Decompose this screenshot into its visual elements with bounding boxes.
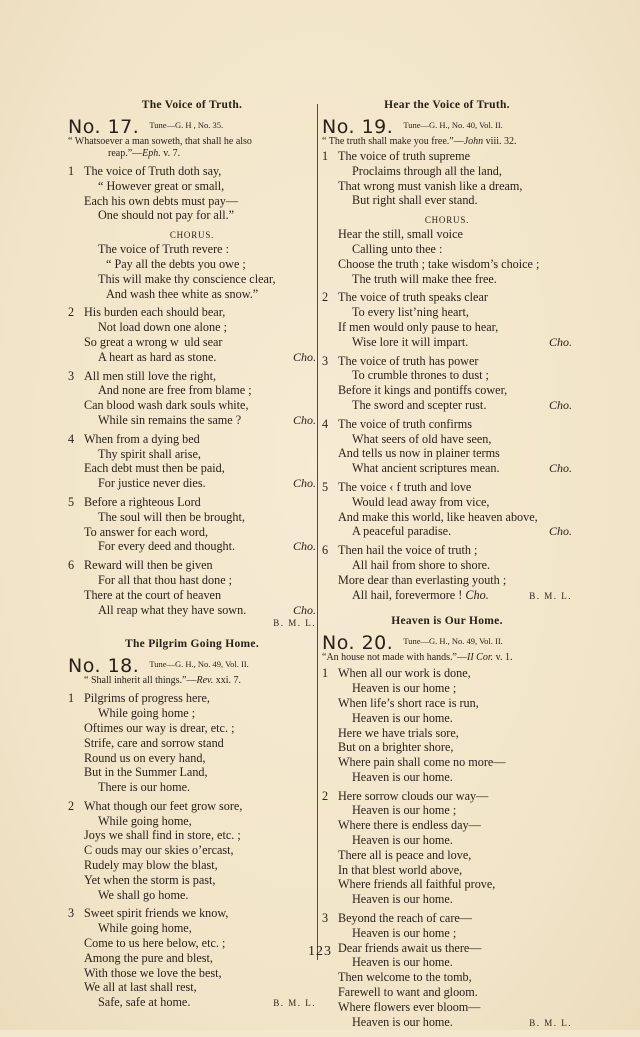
verse-line: Heaven is our home ; [352,681,457,696]
epigraph [322,136,572,148]
verse-line: Joys we shall find in store, etc. ; [84,828,241,843]
epigraph-source: Rev. [196,675,214,687]
verse-line [322,911,572,926]
verse-line: While going home ; [98,706,196,721]
verse-number: 1 [68,164,75,178]
verse-line [68,432,316,447]
hymn-number: No. 20. [322,632,394,655]
column-divider [317,104,318,960]
author-signature: B. M. L. [273,618,316,629]
verse-5 [68,495,316,554]
verse-line: Round us on every hand, [84,750,206,765]
chorus-marker: Cho. [292,412,316,427]
verse-text: All reap what they have sown. [98,602,247,617]
verse-line: While going home, [98,813,192,828]
verse-line: There all is peace and love, [338,847,472,862]
verse-line: Dear friends await us there— [338,940,482,955]
chorus-marker: Cho. [292,602,316,617]
verse-text: When all our work is done, [338,666,471,681]
epigraph [68,675,316,687]
verse-line: While going home, [98,921,192,936]
verse-line [322,290,572,305]
verse-5 [322,480,572,539]
verse-line: Farewell to want and gloom. [338,985,478,1000]
epigraph-source: II Cor. [466,652,494,664]
verse-text: All hail, forevermore ! [352,587,463,602]
verse-line: We all at last shall rest, [84,980,197,995]
verse-line: Can blood wash dark souls white, [84,398,249,413]
chorus-marker: Cho. [292,349,316,364]
verse-line: There at the court of heaven [84,587,222,602]
verse-2 [322,789,572,907]
verse-line: But on a brighter shore, [338,740,454,755]
verse-text: Here sorrow clouds our way— [338,788,489,803]
chorus-label: CHORUS. [169,230,215,241]
verse-line [68,603,316,618]
verse-line [68,164,316,179]
author-signature: B. M. L. [273,998,316,1009]
epigraph-text: “An house not made with hands.”— [322,652,467,664]
epigraph-line [68,148,316,160]
verse-text: His burden each should bear, [84,305,226,320]
chorus-line: And wash thee white as snow.” [106,286,259,301]
epigraph-verse: v. 7. [160,148,181,159]
verse-number: 6 [322,543,329,558]
verse-3 [322,911,572,1029]
verse-text: The voice of truth confirms [338,416,473,431]
verse-4 [68,432,316,491]
verse-line: Proclaims through all the land, [352,163,502,178]
verse-text: Reward will then be given [84,558,213,573]
verse-text: The voice ‹ f truth and love [338,479,472,494]
epigraph [322,652,572,664]
verse-number: 2 [322,788,329,803]
verse-line [68,305,316,320]
verse-line: Here we have trials sore, [338,725,459,740]
verse-line [322,417,572,432]
verse-text: A heart as hard as stone. [98,349,217,364]
verse-line: Heaven is our home ; [352,925,457,940]
epigraph-source: Eph. [142,148,161,159]
right-column [322,98,572,1037]
verse-number: 1 [322,666,329,681]
verse-line: To answer for each word, [84,524,209,539]
verse-line: Rudely may blow the blast, [84,858,218,873]
verse-line: And tells us now in plainer terms [338,446,500,461]
verse-line [322,398,572,413]
verse-line: Heaven is our home ; [352,803,457,818]
verse-line [322,666,572,681]
hymn-20 [322,614,572,1029]
verse-text: Heaven is our home. [352,1014,453,1029]
verse-text: Then hail the voice of truth ; [338,543,478,558]
verse-line [322,461,572,476]
verse-number: 2 [68,305,75,320]
verse-number: 5 [68,494,75,509]
chorus-line: “ Pay all the debts you owe ; [106,256,246,271]
hymn-title: The Voice of Truth. [141,99,243,111]
verse-text: The sword and scepter rust. [352,397,487,412]
verse-line: Each his own debts must pay— [84,193,239,208]
verse-line [322,543,572,558]
verse-line: Then welcome to the tomb, [338,970,472,985]
verse-number: 3 [68,906,75,921]
verse-line: Heaven is our home. [352,892,453,907]
verse-line [68,691,316,706]
verse-line: All hail from shore to shore. [352,557,491,572]
verse-line: One should not pay for all.” [98,208,235,223]
verse-line [322,335,572,350]
verse-line [68,369,316,384]
chorus-line: Choose the truth ; take wisdom’s choice ; [338,256,540,271]
chorus-line: Calling unto thee : [352,241,443,256]
verse-line [322,588,572,603]
verse-line: Strife, care and sorrow stand [84,735,224,750]
verse-number: 6 [68,558,75,573]
verse-number: 3 [322,911,329,926]
verse-line [68,799,316,814]
epigraph-text: reap.”— [108,148,143,159]
verse-line: Thy spirit shall arise, [98,446,201,461]
verse-line: To crumble thrones to dust ; [352,368,489,383]
chorus-marker: Cho. [548,334,572,349]
author-signature: B. M. L. [529,590,572,601]
chorus-label: CHORUS. [424,215,470,226]
verse-line: We shall go home. [98,887,189,902]
verse-line: Oftimes our way is drear, etc. ; [84,720,235,735]
verse-line [322,354,572,369]
hymn-17 [68,98,316,629]
verse-text: What ancient scriptures mean. [352,461,500,476]
verse-line: With those we love the best, [84,965,222,980]
verse-line: Where flowers ever bloom— [338,999,481,1014]
verse-1 [322,666,572,784]
epigraph [68,136,316,160]
verse-line: C ouds may our skies o’ercast, [84,843,234,858]
verse-line: Yet when the storm is past, [84,872,216,887]
verse-text: Safe, safe at home. [98,995,191,1010]
verse-line [68,495,316,510]
hymn-number: No. 18. [68,655,140,678]
verse-line: So great a wrong w uld sear [84,334,223,349]
hymn-number: No. 19. [322,116,394,138]
verse-line: Each debt must then be paid, [84,461,225,476]
verse-line: Heaven is our home. [352,955,453,970]
hymn-number-line [68,114,316,136]
verse-line: Where pain shall come no more— [338,755,506,770]
hymn-title: Hear the Voice of Truth. [384,99,510,111]
verse-line: In that blest world above, [338,862,463,877]
verse-line: And make this world, like heaven above, [338,509,538,524]
hymn-number: No. 17. [68,116,140,138]
verse-text: The voice of truth supreme [338,149,470,163]
author-signature: B. M. L. [529,1017,572,1028]
verse-line [322,524,572,539]
verse-number: 5 [322,479,329,494]
verse-text: The voice of truth speaks clear [338,290,488,305]
hymn-title: The Pilgrim Going Home. [124,638,260,651]
tune-reference: Tune—G. H , No. 35. [149,120,224,130]
epigraph-verse: viii. 32. [483,136,517,147]
verse-2 [68,305,316,364]
verse-line: Among the pure and blest, [84,950,213,965]
verse-line: Where friends all faithful prove, [338,877,496,892]
chorus-marker: Cho. [292,476,316,491]
hymn-number-line [322,630,572,655]
verse-line [322,149,572,164]
verse-line: When life’s short race is run, [338,695,479,710]
verse-4 [322,417,572,476]
verse-6 [322,543,572,602]
verse-text: When from a dying bed [84,431,200,446]
verse-text: Wise lore it will impart. [352,334,469,349]
verse-1 [322,149,572,208]
verse-line [322,1015,572,1030]
verse-line: If men would only pause to hear, [338,319,499,334]
hymn-19 [322,98,572,602]
verse-line: “ However great or small, [98,178,225,193]
epigraph-source: John [463,136,484,147]
verse-number: 3 [68,368,75,383]
verse-number: 3 [322,353,329,368]
verse-line: Before it kings and pontiffs cower, [338,383,508,398]
verse-line: Heaven is our home. [352,769,453,784]
verse-line: Would lead away from vice, [352,494,490,509]
hymn-number-line [68,653,316,678]
verse-text: Pilgrims of progress here, [84,691,210,706]
verse-line [68,906,316,921]
verse-text: Sweet spirit friends we know, [84,906,229,921]
verse-3 [68,369,316,428]
verse-line: The soul will then be brought, [98,509,245,524]
verse-number: 1 [322,149,329,163]
verse-line [68,350,316,365]
chorus-line: The voice of Truth revere : [98,242,229,257]
hymn-title: Heaven is Our Home. [391,615,503,628]
tune-reference: Tune—G. H., No. 49, Vol. II. [149,659,249,670]
verse-text: A peaceful paradise. [352,524,452,539]
verse-line [68,476,316,491]
verse-number: 2 [322,290,329,305]
verse-line: Come to us here below, etc. ; [84,936,226,951]
verse-text: For every deed and thought. [98,539,236,554]
verse-line [68,539,316,554]
verse-line: Heaven is our home. [352,710,453,725]
verse-number: 2 [68,798,75,813]
verse-line [68,558,316,573]
verse-number: 1 [68,691,75,706]
verse-number: 4 [68,431,75,446]
verse-text: What though our feet grow sore, [84,798,243,813]
verse-line: But right shall ever stand. [352,193,478,208]
chorus-marker: Cho. [548,397,572,412]
verse-text: All men still love the right, [84,368,217,383]
epigraph-verse: xxi. 7. [213,675,242,687]
verse-line: What seers of old have seen, [352,431,492,446]
chorus-line: Hear the still, small voice [338,227,463,242]
chorus-line: This will make thy conscience clear, [98,271,276,286]
tune-reference: Tune—G. H., No. 49, Vol. II. [403,636,503,647]
verse-line: But in the Summer Land, [84,765,208,780]
epigraph-verse: v. 1. [493,652,513,664]
verse-number: 4 [322,416,329,431]
verse-2 [68,799,316,903]
verse-2 [322,290,572,349]
verse-line: For all that thou hast done ; [98,572,233,587]
chorus [322,227,572,286]
page-number: 123 [308,944,332,959]
verse-line: Where there is endless day— [338,818,481,833]
verse-1 [68,691,316,795]
verse-line: Not load down one alone ; [98,320,227,335]
chorus-marker: Cho. [465,587,489,602]
verse-line: To every list’ning heart, [352,305,469,320]
chorus-marker: Cho. [548,461,572,476]
chorus-marker: Cho. [292,539,316,554]
verse-line: There is our home. [98,780,191,795]
verse-line: And none are free from blame ; [98,383,252,398]
verse-line: More dear than everlasting youth ; [338,572,507,587]
verse-line [322,789,572,804]
verse-3 [322,354,572,413]
verse-line [322,480,572,495]
verse-text: While sin remains the same ? [98,412,242,427]
verse-line [68,995,316,1010]
verse-line [68,413,316,428]
tune-reference: Tune—G. H., No. 40, Vol. II. [403,120,503,130]
verse-text: The voice of Truth doth say, [84,164,222,178]
left-column [68,98,316,1018]
verse-text: The voice of truth has power [338,353,479,368]
verse-text: For justice never dies. [98,476,206,491]
epigraph-text: “ The truth shall make you free.”— [322,136,464,147]
verse-1 [68,164,316,223]
chorus [68,242,316,301]
chorus-line: The truth will make thee free. [352,271,497,286]
hymn-number-line [322,114,572,136]
verse-line: That wrong must vanish like a dream, [338,178,523,193]
chorus-marker: Cho. [548,524,572,539]
verse-text: Beyond the reach of care— [338,911,472,926]
epigraph-line: “ Whatsoever a man soweth, that shall he also [68,136,252,147]
verse-line: Heaven is our home. [352,833,453,848]
verse-text: Before a righteous Lord [84,494,201,509]
verse-6 [68,558,316,629]
epigraph-text: “ Shall inherit all things.”— [84,675,197,687]
